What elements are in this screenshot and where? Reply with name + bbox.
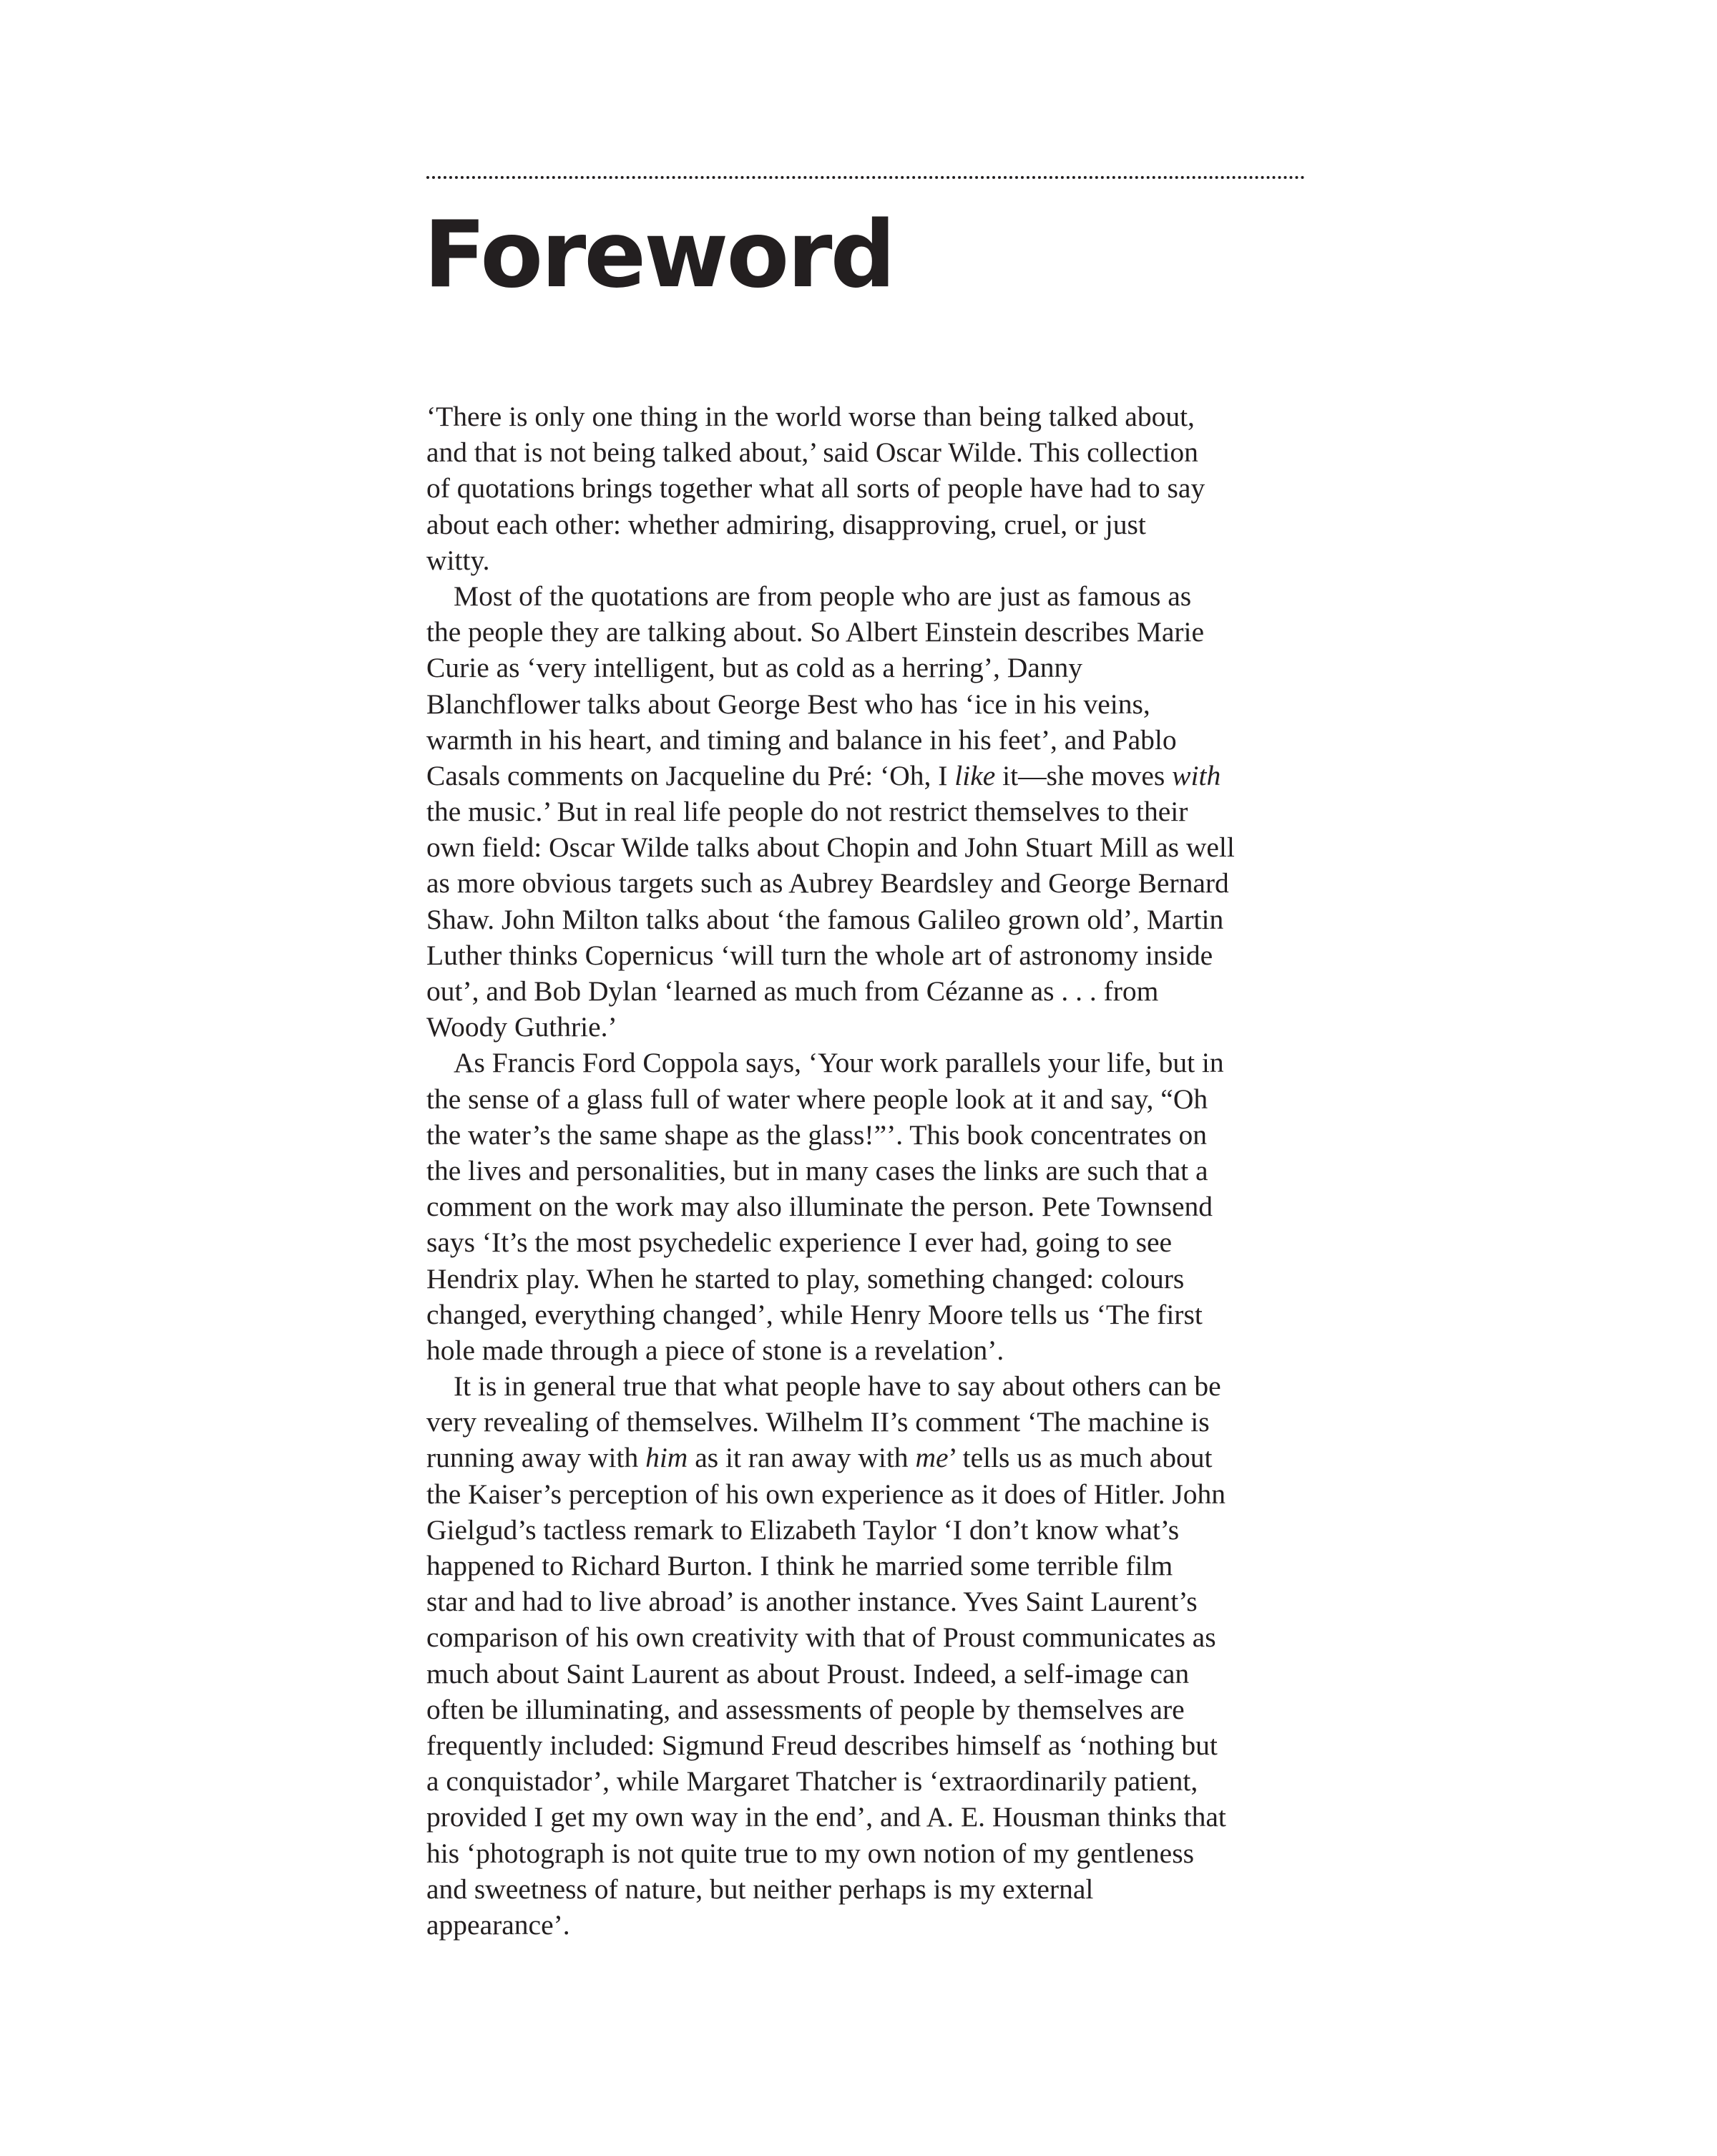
- italic-text: me: [915, 1442, 949, 1474]
- page-title: Foreword: [424, 202, 894, 308]
- text-run: out’, and Bob Dylan ‘learned as much from Cézanne as . . . from: [426, 975, 1159, 1007]
- text-run: hole made through a piece of stone is a revelation’.: [426, 1334, 1004, 1366]
- italic-text: like: [954, 759, 996, 791]
- text-run: Shaw. John Milton talks about ‘the famous Galileo grown old’, Martin: [426, 903, 1224, 935]
- text-line: [426, 1153, 1314, 1189]
- text-line: [426, 1619, 1314, 1655]
- text-run: Hendrix play. When he started to play, something changed: colours: [426, 1262, 1185, 1294]
- text-run: ‘There is only one thing in the world worse than being talked about,: [426, 401, 1195, 432]
- text-line: [426, 758, 1314, 794]
- text-run: as it ran away with: [688, 1442, 916, 1474]
- italic-text: him: [645, 1442, 688, 1474]
- text-line: [426, 794, 1314, 829]
- text-run: says ‘It’s the most psychedelic experience I ever had, going to see: [426, 1226, 1173, 1259]
- text-line: [426, 542, 1314, 578]
- text-run: the lives and personalities, but in many cases the links are such that a: [426, 1154, 1208, 1186]
- text-line: [426, 1009, 1314, 1045]
- text-run: Blanchflower talks about George Best who has ‘ice in his veins,: [426, 688, 1150, 720]
- text-run: running away with: [426, 1442, 646, 1474]
- paragraph-3: [426, 1045, 1314, 1368]
- text-line: [426, 1512, 1314, 1548]
- text-line: [426, 650, 1314, 686]
- text-run: as more obvious targets such as Aubrey Beardsley and George Bernard: [426, 867, 1229, 899]
- text-run: about each other: whether admiring, disapproving, cruel, or just: [426, 508, 1146, 540]
- text-run: often be illuminating, and assessments of people by themselves are: [426, 1693, 1185, 1725]
- text-run: Most of the quotations are from people who are just as famous as: [454, 580, 1192, 612]
- text-line: [426, 1224, 1314, 1260]
- text-line: [426, 1404, 1314, 1440]
- text-line: [426, 578, 1314, 614]
- dotted-rule: [426, 176, 1305, 179]
- text-run: Curie as ‘very intelligent, but as cold as a herring’, Danny: [426, 652, 1083, 684]
- text-run: of quotations brings together what all sorts of people have had to say: [426, 472, 1205, 504]
- text-line: [426, 1584, 1314, 1619]
- text-line: [426, 1871, 1314, 1907]
- text-run: and that is not being talked about,’ said Oscar Wilde. This collection: [426, 436, 1198, 469]
- italic-text: with: [1172, 759, 1221, 791]
- paragraph-4: [426, 1368, 1314, 1943]
- text-line: [426, 614, 1314, 650]
- text-run: a conquistador’, while Margaret Thatcher is ‘extraordinarily patient,: [426, 1765, 1198, 1798]
- text-run: his ‘photograph is not quite true to my own notion of my gentleness: [426, 1837, 1194, 1869]
- text-line: [426, 1548, 1314, 1584]
- text-run: comment on the work may also illuminate the person. Pete Townsend: [426, 1191, 1213, 1223]
- text-line: [426, 1907, 1314, 1943]
- text-line: [426, 973, 1314, 1009]
- text-run: comparison of his own creativity with that of Proust communicates as: [426, 1621, 1216, 1654]
- text-run: appearance’.: [426, 1908, 570, 1941]
- foreword-body: [426, 399, 1314, 1943]
- text-run: very revealing of themselves. Wilhelm II’s comment ‘The machine is: [426, 1406, 1210, 1438]
- paragraph-2: [426, 578, 1314, 1045]
- text-line: [426, 1368, 1314, 1404]
- text-line: [426, 1440, 1314, 1475]
- text-run: Woody Guthrie.’: [426, 1011, 617, 1043]
- text-line: [426, 829, 1314, 865]
- text-run: As Francis Ford Coppola says, ‘Your work parallels your life, but in: [454, 1047, 1224, 1079]
- text-run: own field: Oscar Wilde talks about Chopin and John Stuart Mill as well: [426, 831, 1235, 864]
- text-run: Casals comments on Jacqueline du Pré: ‘Oh, I: [426, 759, 955, 791]
- text-line: [426, 1189, 1314, 1224]
- text-line: [426, 1117, 1314, 1153]
- text-run: changed, everything changed’, while Henry Moore tells us ‘The first: [426, 1298, 1203, 1330]
- text-run: the Kaiser’s perception of his own experience as it does of Hitler. John: [426, 1478, 1226, 1510]
- text-line: [426, 434, 1314, 470]
- text-run: Luther thinks Copernicus ‘will turn the whole art of astronomy inside: [426, 939, 1213, 971]
- text-run: it—she moves: [995, 759, 1173, 791]
- paragraph-1: [426, 399, 1314, 578]
- text-line: [426, 470, 1314, 506]
- text-run: the sense of a glass full of water where people look at it and say, “Oh: [426, 1083, 1208, 1115]
- text-run: much about Saint Laurent as about Proust. Indeed, a self-image can: [426, 1657, 1190, 1689]
- text-line: [426, 1332, 1314, 1368]
- text-line: [426, 937, 1314, 973]
- text-run: It is in general true that what people have to say about others can be: [454, 1370, 1221, 1403]
- text-line: [426, 686, 1314, 722]
- text-line: [426, 1835, 1314, 1871]
- text-run: the music.’ But in real life people do not restrict themselves to their: [426, 796, 1188, 828]
- text-run: witty.: [426, 544, 490, 576]
- text-run: provided I get my own way in the end’, and A. E. Housman thinks that: [426, 1801, 1226, 1833]
- text-line: [426, 1476, 1314, 1512]
- text-run: the people they are talking about. So Albert Einstein describes Marie: [426, 616, 1205, 648]
- text-line: [426, 1692, 1314, 1727]
- text-run: ’ tells us as much about: [948, 1442, 1213, 1474]
- text-run: star and had to live abroad’ is another instance. Yves Saint Laurent’s: [426, 1586, 1198, 1618]
- text-line: [426, 1656, 1314, 1692]
- text-run: the water’s the same shape as the glass!”’. This book concentrates on: [426, 1118, 1208, 1151]
- text-run: warmth in his heart, and timing and balance in his feet’, and Pablo: [426, 723, 1177, 756]
- text-line: [426, 1297, 1314, 1332]
- text-run: happened to Richard Burton. I think he married some terrible film: [426, 1550, 1173, 1581]
- text-line: [426, 902, 1314, 937]
- text-line: [426, 1799, 1314, 1835]
- text-line: [426, 1763, 1314, 1799]
- text-line: [426, 1727, 1314, 1763]
- text-run: Gielgud’s tactless remark to Elizabeth Taylor ‘I don’t know what’s: [426, 1513, 1180, 1546]
- text-line: [426, 1261, 1314, 1297]
- text-line: [426, 722, 1314, 758]
- text-line: [426, 507, 1314, 542]
- text-line: [426, 399, 1314, 434]
- text-run: and sweetness of nature, but neither perhaps is my external: [426, 1873, 1094, 1905]
- text-line: [426, 1081, 1314, 1117]
- text-run: frequently included: Sigmund Freud describes himself as ‘nothing but: [426, 1729, 1218, 1761]
- text-line: [426, 1045, 1314, 1081]
- text-line: [426, 865, 1314, 901]
